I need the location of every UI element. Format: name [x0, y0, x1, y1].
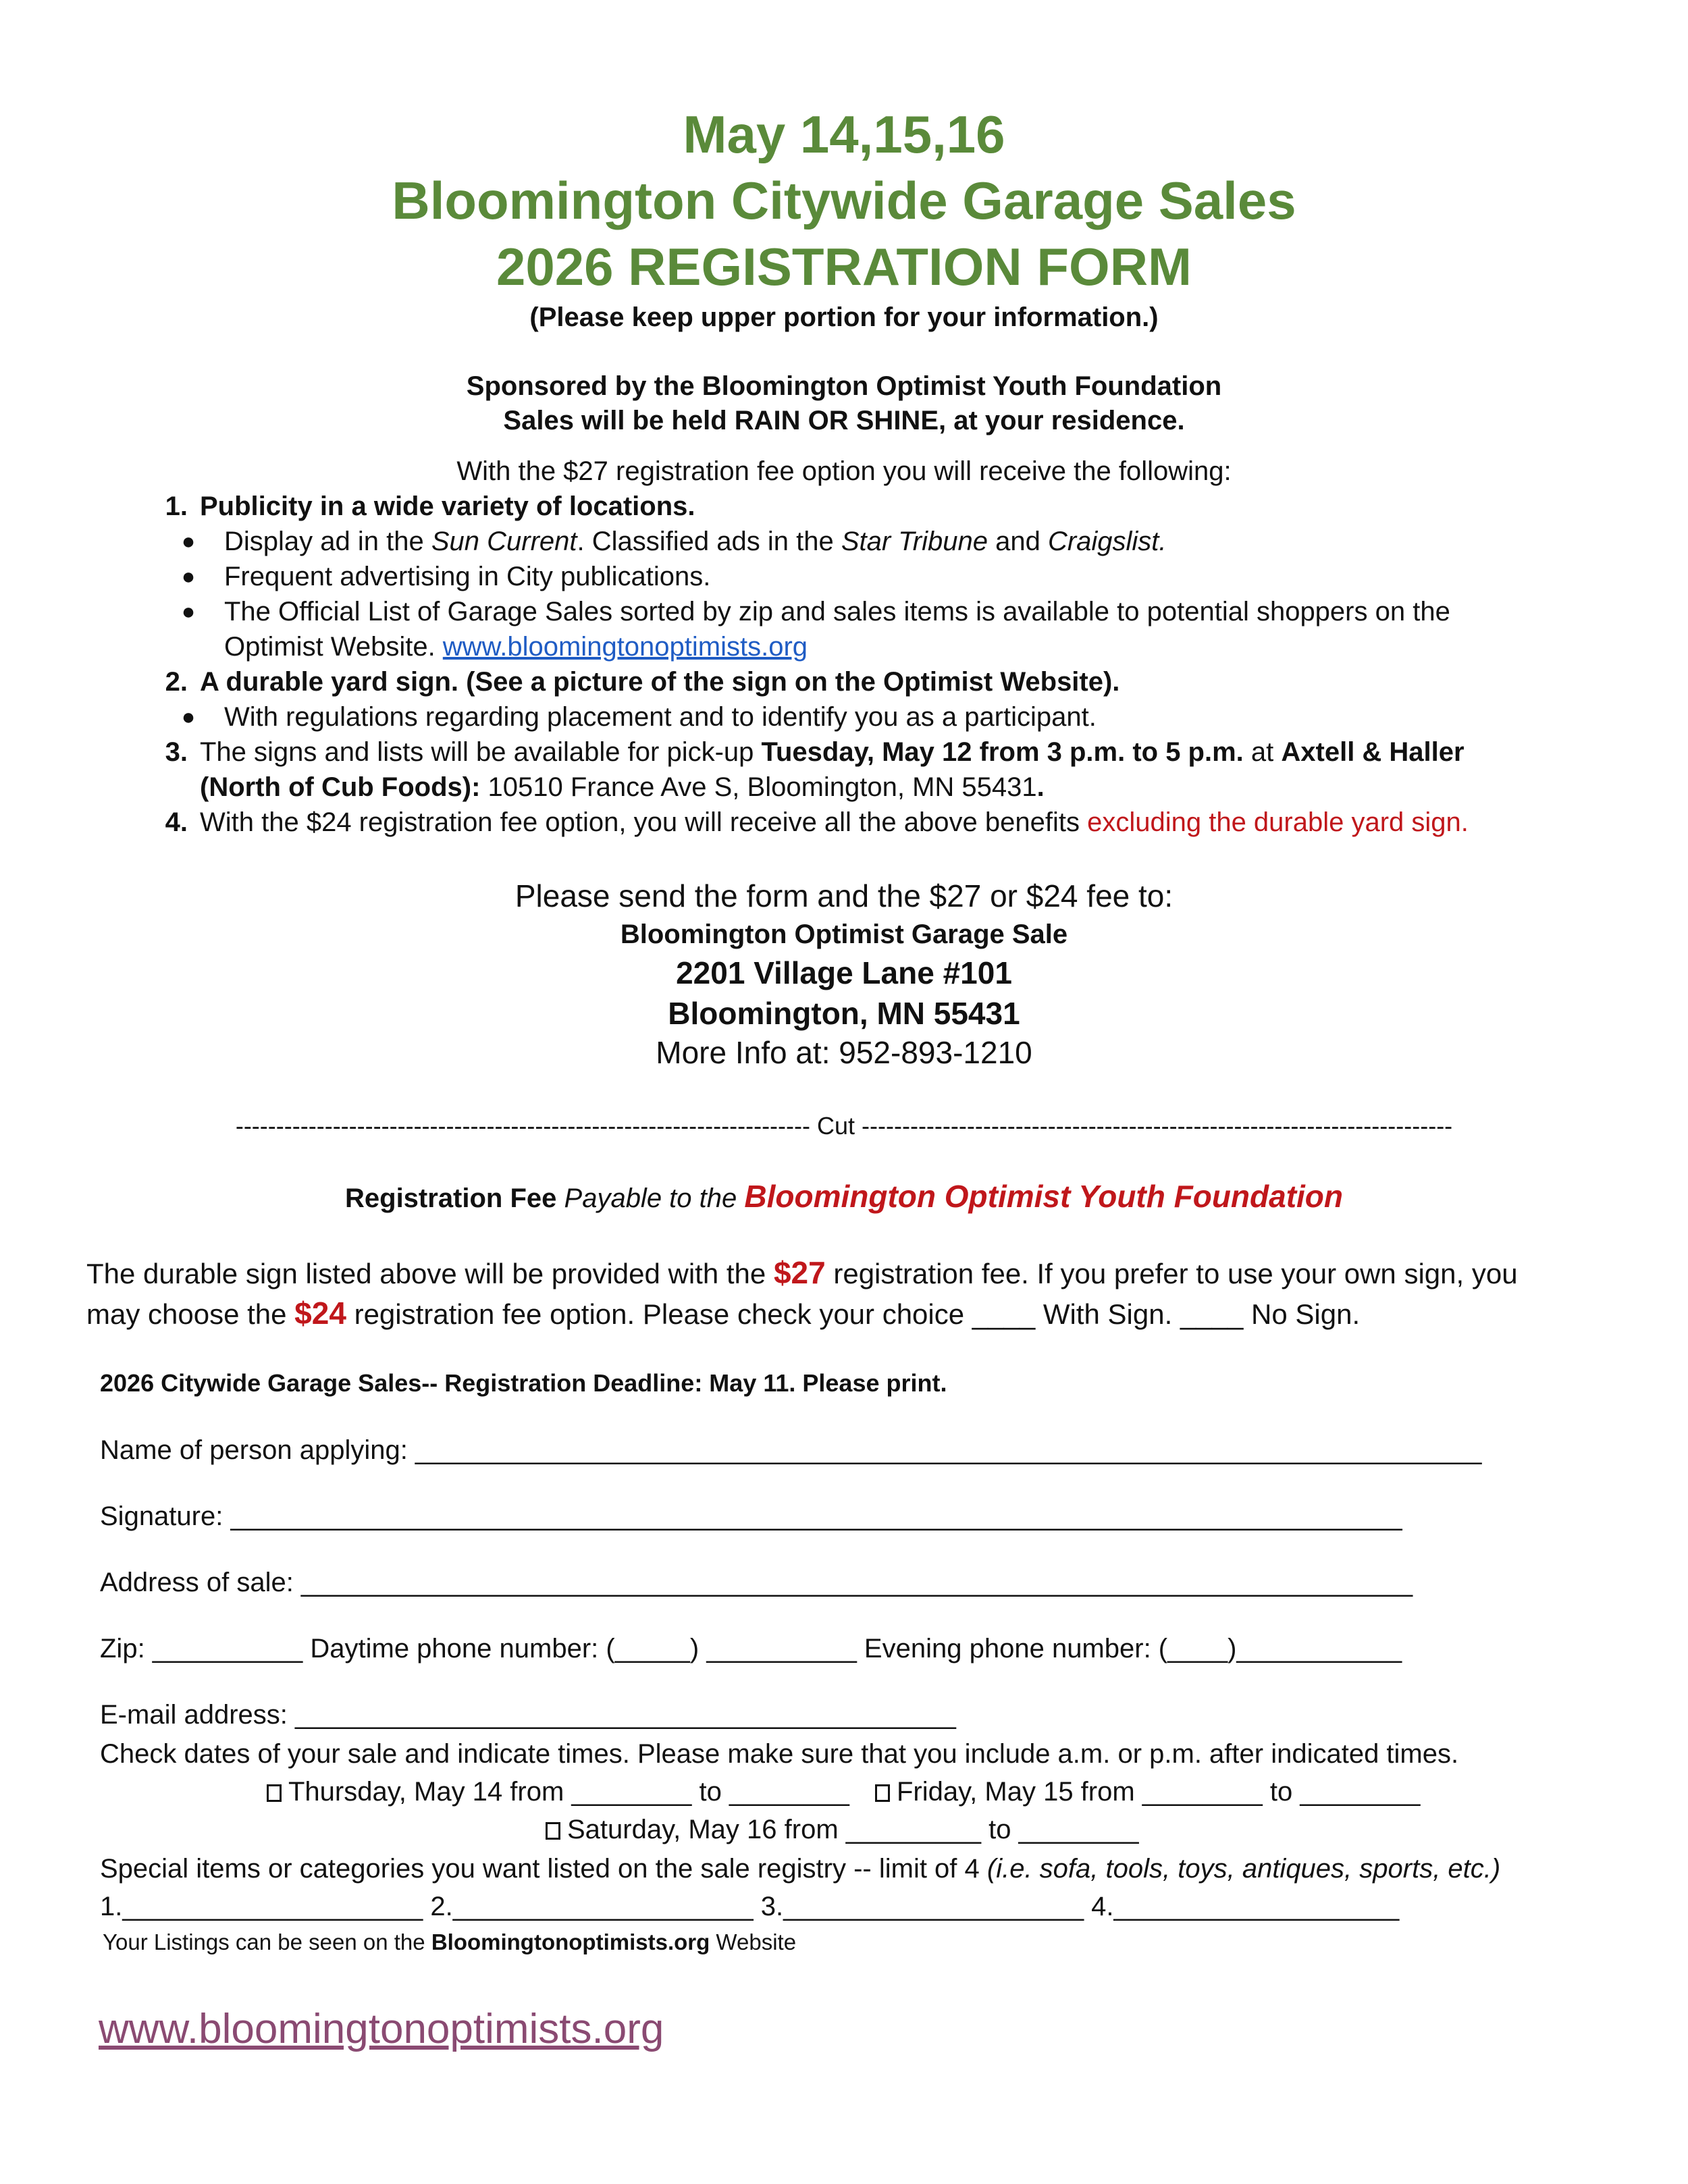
rain-or-shine-line: Sales will be held RAIN OR SHINE, at your residence.	[503, 406, 1185, 435]
benefit-4-number: 4.	[165, 807, 188, 837]
friday-checkbox[interactable]	[875, 1784, 890, 1802]
thursday-checkbox[interactable]	[267, 1784, 282, 1802]
cut-line: ----------------------------------------------------------------------- Cut -------------------------------------------------------------------------	[235, 1112, 1453, 1140]
phone-fields[interactable]: Zip: __________ Daytime phone number: (_____) __________ Evening phone number: (____)___________	[100, 1634, 1402, 1663]
bullet-icon: ●	[181, 599, 196, 624]
sign-option-line-2: may choose the $24 registration fee option. Please check your choice ____ With Sign. ____ No Sign.	[86, 1296, 1361, 1331]
benefit-2-number: 2.	[165, 667, 188, 697]
saturday-checkbox[interactable]	[546, 1822, 560, 1840]
more-info-phone: More Info at: 952-893-1210	[656, 1035, 1032, 1070]
friday-option[interactable]: Friday, May 15 from ________ to ________	[875, 1774, 1420, 1809]
footer-link[interactable]: www.bloomingtonoptimists.org	[99, 2006, 664, 2052]
optimist-website-link[interactable]: www.bloomingtonoptimists.org	[442, 632, 808, 662]
bullet-icon: ●	[181, 529, 196, 554]
bullet-icon: ●	[181, 564, 196, 589]
form-title: 2026 REGISTRATION FORM	[496, 237, 1192, 296]
benefit-2-title: A durable yard sign. (See a picture of the sign on the Optimist Website).	[200, 667, 1120, 697]
mailing-city: Bloomington, MN 55431	[668, 996, 1020, 1031]
benefit-item-4: 4. With the $24 registration fee option, you will receive all the above benefits excluding the durable yard sign.	[200, 805, 1469, 840]
saturday-option[interactable]: Saturday, May 16 from _________ to ________	[546, 1812, 1139, 1847]
keep-note: (Please keep upper portion for your information.)	[529, 302, 1159, 332]
benefit-item-1	[165, 489, 695, 524]
page-title: Bloomington Citywide Garage Sales	[392, 171, 1296, 230]
benefit-item-2	[165, 664, 1120, 699]
thursday-option[interactable]: Thursday, May 14 from ________ to ________	[267, 1774, 849, 1809]
mailing-name: Bloomington Optimist Garage Sale	[620, 920, 1068, 949]
benefit-1-bullet-1: ● Display ad in the Sun Current. Classified ads in the Star Tribune and Craigslist.	[224, 524, 1167, 559]
benefits-intro: With the $27 registration fee option you will receive the following:	[456, 456, 1232, 486]
benefit-1-number: 1.	[165, 491, 188, 521]
address-field[interactable]: Address of sale: __________________________________________________________________________	[100, 1568, 1413, 1597]
foundation-name: Bloomington Optimist Youth Foundation	[744, 1179, 1343, 1214]
registration-fee-heading: Registration Fee Payable to the Bloomington Optimist Youth Foundation	[345, 1179, 1343, 1214]
email-field[interactable]: E-mail address: ____________________________________________	[100, 1700, 956, 1730]
benefit-1-bullet-2: ● Frequent advertising in City publications.	[224, 559, 710, 594]
special-items-instructions: Special items or categories you want listed on the sale registry -- limit of 4 (i.e. sofa, tools, toys, antiques, sports, etc.)	[100, 1854, 1501, 1884]
benefit-2-bullet-1: ● With regulations regarding placement and to identify you as a participant.	[224, 699, 1097, 735]
benefit-3-cont: (North of Cub Foods): 10510 France Ave S, Bloomington, MN 55431.	[200, 772, 1045, 802]
name-field[interactable]: Name of person applying: _______________________________________________________________________	[100, 1435, 1482, 1465]
signature-field[interactable]: Signature: ______________________________________________________________________________	[100, 1501, 1402, 1531]
benefit-1-title: Publicity in a wide variety of locations.	[200, 491, 695, 521]
footer-website-link[interactable]	[99, 2004, 664, 2055]
dates-instructions: Check dates of your sale and indicate times. Please make sure that you include a.m. or p.m. after indicated times.	[100, 1739, 1459, 1769]
benefit-item-3: 3. The signs and lists will be available for pick-up Tuesday, May 12 from 3 p.m. to 5 p.m. at Axtell & Haller	[200, 735, 1465, 770]
bullet-icon: ●	[181, 704, 196, 730]
benefit-1-bullet-3: ● The Official List of Garage Sales sorted by zip and sales items is available to potential shoppers on the	[224, 594, 1450, 629]
benefit-3-number: 3.	[165, 737, 188, 767]
mailing-street: 2201 Village Lane #101	[676, 955, 1012, 990]
sign-option-line-1: The durable sign listed above will be provided with the $27 registration fee. If you prefer to use your own sign, you	[86, 1255, 1518, 1290]
sponsor-line: Sponsored by the Bloomington Optimist Youth Foundation	[466, 371, 1222, 401]
send-form-line: Please send the form and the $27 or $24 fee to:	[515, 878, 1173, 913]
special-items-fields[interactable]: 1.____________________ 2.____________________ 3.____________________ 4.___________________	[100, 1892, 1400, 1921]
event-dates: May 14,15,16	[683, 105, 1005, 164]
registration-deadline: 2026 Citywide Garage Sales-- Registration Deadline: May 11. Please print.	[100, 1369, 947, 1397]
listings-note: Your Listings can be seen on the Bloomingtonoptimists.org Website	[103, 1929, 797, 1954]
benefit-1-bullet-3-cont: Optimist Website. www.bloomingtonoptimists.org	[224, 632, 808, 662]
